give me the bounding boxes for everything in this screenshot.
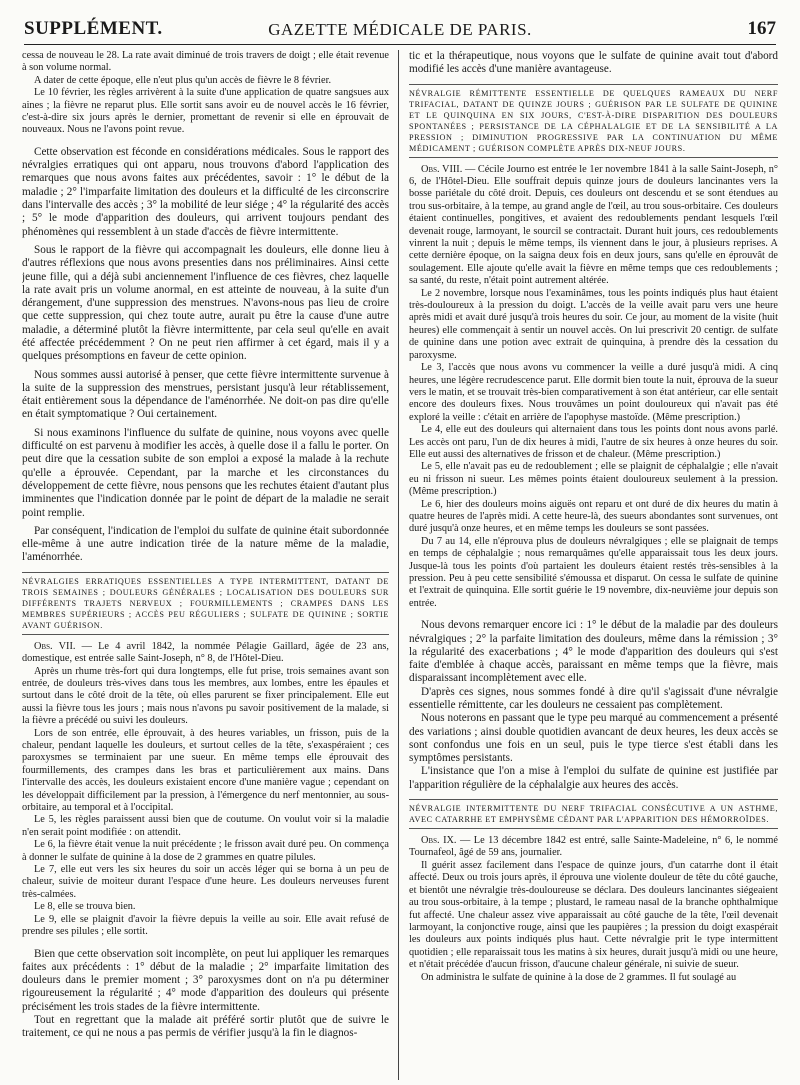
page-number: 167 xyxy=(747,18,776,39)
observation-text: — Le 13 décembre 1842 est entré, salle Sainte-Madeleine, n° 6, le nommé Tournafeol, âgé de 59 ans, journalier. xyxy=(409,835,778,859)
paragraph: Le 5, elle n'avait pas eu de redoublement ; elle se plaignit de céphalalgie ; elle n'avait eu ni frisson ni sueur. Les mêmes points étaient douloureux seulement à la pression. (Même prescription.) xyxy=(409,461,778,498)
supplement-label: SUPPLÉMENT. xyxy=(24,18,163,39)
paragraph: Du 7 au 14, elle n'éprouva plus de douleurs névralgiques ; elle se plaignait de temps en temps de céphalalgie ; nous remarquâmes qu'elle apparaissait tous les deux jours. Jusque-là tous les points d'où partaient les douleurs étaient restés très-sensibles à la pression. Peu à peu cette sensibilité s'émoussa et disparut. On cessa le sulfate de quinine et l'extrait de quinquina. Elle sortit guérie le 19 novembre, dix-neuvième jour depuis son entrée. xyxy=(409,535,778,609)
observation-text: — Le 4 avril 1842, la nommée Pélagie Gaillard, âgée de 23 ans, domestique, est entrée salle Saint-Joseph, n° 8, de l'Hôtel-Dieu. xyxy=(22,640,389,665)
paragraph: D'après ces signes, nous sommes fondé à dire qu'il s'agissait d'une névralgie essentielle rémittente, car les douleurs ne cessaient pas complètement. xyxy=(409,685,778,711)
paragraph: L'insistance que l'on a mise à l'emploi du sulfate de quinine est justifiée par l'apparition régulière de la céphalalgie aux heures des accès. xyxy=(409,765,778,791)
observation-heading xyxy=(409,835,778,860)
observation-label: Obs. IX. xyxy=(421,835,457,847)
paragraph: cessa de nouveau le 28. La rate avait diminué de trois travers de doigt ; elle était revenue à son volume normal. xyxy=(22,50,389,74)
paragraph: Si nous examinons l'influence du sulfate de quinine, nous voyons avec quelle difficulté on est parvenu à modifier les accès, à quelle dose il a fallu le porter. On peut dire que la cessation subite de son emploi a exposé la malade à la rechute qu'elle a éprouvée. Cependant, par la marche et les circonstances du développement de cette fièvre, nous pensons que les rechutes étaient d'autant plus imminentes que l'indication donnée par le point de départ de la maladie ne serait point remplie. xyxy=(22,426,389,519)
column-divider xyxy=(398,50,399,1080)
paragraph: Il guérit assez facilement dans l'espace de quinze jours, d'un catarrhe dont il était affecté. Deux ou trois jours après, il éprouva une violente douleur de tête du côté gauche, et bientôt une névralgie très-douloureuse se déclara. Des douleurs lancinantes siégeaient au trou sous-orbitaire, à la tempe ; plustard, le rameau nasal de la branche ophthalmique fut affecté. Une chaleur assez vive apparaissait au côté gauche de la tête, l'œil devenait larmoyant, la conjonctive rouge, ainsi que les paupières ; la pression du doigt exaspérait les douleurs aux points indiqués plus haut. Cette névralgie prit le type intermittent quotidien ; elle reparaissait tous les matins à six heures, durait jusqu'à midi ou une heure, et n'était précédée d'aucun frisson, d'aucune chaleur générale, ni suivie de sueur. xyxy=(409,859,778,971)
observation-label: Obs. VIII. xyxy=(421,163,463,175)
page-header xyxy=(24,18,776,45)
paragraph: Le 10 février, les règles arrivèrent à la suite d'une application de quatre sangsues aux aines ; la fièvre ne reparut plus. Elle sortit sans avoir eu de nouvel accès le 16 février, c'est-à-dire six jours après le dernier, promettant de revenir si elle en éprouvait de nouveaux. Nous ne l'avons point revue. xyxy=(22,87,389,136)
paragraph: Bien que cette observation soit incomplète, on peut lui appliquer les remarques faites aux précédents : 1° début de la maladie ; 2° imparfaite limitation des douleurs dans le premier moment ; 3° paroxysmes dont on n'a pu déterminer rigoureusement la régularité ; 4° mode d'apparition des douleurs qui présente précisément les trois stades de la fièvre intermittente. xyxy=(22,947,389,1013)
journal-title: GAZETTE MÉDICALE DE PARIS. xyxy=(268,20,532,39)
observation-text: — Cécile Journo est entrée le 1er novembre 1841 à la salle Saint-Joseph, n° 6, de l'Hôtel-Dieu. Elle souffrait depuis quinze jours de douleurs lancinantes vers la bosse pariétale du côté droit. Depuis, ces douleurs ont descendu et se sont étendues au trou sus-orbitaire, à la tempe, au grand angle de l'œil, au trou sous-orbitaire. Ces douleurs étaient continuelles, pongitives, et avaient des redoublements pendant lesquels l'œil devenait rouge, larmoyant, le sourcil se contractait. Durant huit jours, ces redoublements vinrent la nuit ; depuis le même temps, ils viennent dans le jour, à plusieurs reprises. A cette dernière époque, on la saigna deux fois en deux jours, sans qu'elle en éprouvât de soulagement. Elle ajoute qu'elle avait la fièvre en même temps que ces redoublements ; sa santé, du reste, n'était point autrement altérée. xyxy=(409,163,778,287)
paragraph: Le 7, elle eut vers les six heures du soir un accès léger qui se borna à un peu de chaleur, suivie de moiteur durant l'espace d'une heure. Les douleurs nerveuses furent très-calmées. xyxy=(22,864,389,900)
paragraph: Par conséquent, l'indication de l'emploi du sulfate de quinine était subordonnée elle-même à une autre indication tirée de la nature même de la maladie, l'aménorrhée. xyxy=(22,524,389,564)
paragraph: Le 8, elle se trouva bien. xyxy=(34,901,136,913)
paragraph: Nous devons remarquer encore ici : 1° le début de la maladie par des douleurs névralgiques ; 2° la parfaite limitation des douleurs, même dans la rémission ; 3° la régularité des exacerbations ; 4° le mode d'apparition des douleurs qui s'est faite d'emblée à chaque accès, paraissant en même temps que la fièvre, mais disparaissant incomplètement avec elle. xyxy=(409,619,778,685)
paragraph: Nous sommes aussi autorisé à penser, que cette fièvre intermittente survenue à la suite de la suppression des menstrues, persistant jusqu'à leur rétablissement, était entièrement sous la dépendance de l'aménorrhée. Ne doit-on pas dire qu'elle en était symptomatique ? Oui certainement. xyxy=(22,368,389,421)
observation-label: Obs. VII. xyxy=(34,640,76,652)
paragraph: Le 6, hier des douleurs moins aiguës ont reparu et ont duré de dix heures du matin à quatre heures de l'après midi. A cette heure-là, des sueurs abondantes sont survenues, ont duré jusqu'à onze heures, et en même temps les douleurs se sont passées. xyxy=(409,498,778,535)
paragraph: Après un rhume très-fort qui dura longtemps, elle fut prise, trois semaines avant son entrée, de douleurs très-vives dans tous les membres, aux lombes, entre les épaules et surtout dans le côté droit de la tête, où elles parurent se fixer principalement. Elle eut aussi la fièvre tous les jours ; mais nous n'avons pu savoir positivement de la malade, si la fièvre a précédé ou suivi les douleurs. xyxy=(22,665,389,727)
section-title: NÉVRALGIES ERRATIQUES ESSENTIELLES A TYPE INTERMITTENT, DATANT DE TROIS SEMAINES ; DOULEURS GÉNÉRALES ; LOCALISATION DES DOULEURS SUR DIFFÉRENTS TRAJETS NERVEUX ; FOURMILLEMENTS ; CRAMPES DANS LES MEMBRES SUPÉRIEURS ; ACCÈS PEU RÉGULIERS ; SULFATE DE QUININE ; SORTIE AVANT GUÉRISON. xyxy=(22,572,389,635)
paragraph: Le 5, les règles paraissent aussi bien que de coutume. On voulut voir si la maladie n'en serait point modifiée : on attendit. xyxy=(22,814,389,838)
paragraph: Le 9, elle se plaignit d'avoir la fièvre depuis la veille au soir. Elle avait refusé de prendre ses pilules ; elle sortit. xyxy=(22,913,389,938)
paragraph: Le 3, l'accès que nous avons vu commencer la veille a duré jusqu'à midi. A cinq heures, une légère recrudescence parut. Elle dormit bien toute la nuit, éprouva de la sueur vers le matin, et se trouvait très-bien comparativement à son état antérieur, car elle sentait encore des douleurs fixes. Nous trouvâmes un point douloureux qui n'avait pas été exploré la veille : c'était en arrière de l'apophyse mastoïde. (Même prescription.) xyxy=(409,362,778,423)
section-title: NÉVRALGIE RÉMITTENTE ESSENTIELLE DE QUELQUES RAMEAUX DU NERF TRIFACIAL, DATANT DE QUINZE JOURS ; GUÉRISON PAR LE SULFATE DE QUININE ET LE QUINQUINA EN SIX JOURS, C'EST-À-DIRE DISPARITION DES DOULEURS SPONTANÉES ; PERSISTANCE DE LA CÉPHALALGIE ET DE LA SENSIBILITÉ A LA PRESSION ; DIMINUTION PROGRESSIVE PAR LA CONTINUATION DU MÊME MÉDICAMENT ; GUÉRISON COMPLÈTE APRÈS DIX-NEUF JOURS. xyxy=(409,84,778,158)
paragraph: On administra le sulfate de quinine à la dose de 2 grammes. Il fut soulagé au xyxy=(421,971,737,983)
left-column xyxy=(22,50,389,1080)
paragraph: Le 2 novembre, lorsque nous l'examinâmes, tous les points indiqués plus haut étaient très-douloureux à la pression du doigt. L'accès de la veille avait paru vers une heure après midi et avait duré jusqu'à trois heures du soir. Ce jour, au moment de la visite (huit heures) elle commençait à sentir un nouvel accès. On lui prescrivit 20 centigr. de sulfate de quinine dans une potion avec extrait de quinquina, à prendre dès la cessation du paroxysme. xyxy=(409,287,778,361)
right-column xyxy=(409,50,778,1080)
section-title: NÉVRALGIE INTERMITTENTE DU NERF TRIFACIAL CONSÉCUTIVE A UN ASTHME, AVEC CATARRHE ET EMPHYSÈME CÉDANT PAR L'APPARITION DES HÉMORROÏDES. xyxy=(409,799,778,829)
paragraph: Le 4, elle eut des douleurs qui alternaient dans tous les points dont nous avons parlé. Les accès ont paru, l'un de dix heures à midi, l'autre de six heures à onze heures du soir. Elle eut aussi des alternatives de frisson et de chaleur. (Même prescription.) xyxy=(409,424,778,460)
paragraph: A dater de cette époque, elle n'eut plus qu'un accès de fièvre le 8 février. xyxy=(34,74,332,86)
paragraph: Nous noterons en passant que le type peu marqué au commencement a présenté des variations ; ainsi double quotidien avancant de deux heures, les deux accès se sont confondus une fois en un seul, puis le type tierce s'est établi dans les symptômes persistants. xyxy=(409,712,778,765)
observation-heading xyxy=(22,641,389,666)
observation-heading xyxy=(409,164,778,288)
paragraph: Lors de son entrée, elle éprouvait, à des heures variables, un frisson, puis de la chaleur, pendant laquelle les douleurs, et surtout celles de la tête, s'exaspéraient ; ces paroxysmes se terminaient par une sueur. En même temps elle éprouvait des fourmillements, des crampes dans les bras et particulièrement aux mains. Dans l'intervalle des accès, les douleurs existaient encore d'une manière vague ; cependant on les développait difficilement par la pression, à l'émergence du nerf mentonnier, au sous-orbitaire, au temporal et à l'occipital. xyxy=(22,727,389,814)
paragraph: Tout en regrettant que la malade ait préféré sortir plutôt que de suivre le traitement, ce qui ne nous a pas permis de vérifier jusqu'à la fin le diagnos- xyxy=(22,1013,389,1040)
paragraph: Le 6, la fièvre était venue la nuit précédente ; le frisson avait duré peu. On commença à donner le sulfate de quinine à la dose de 2 grammes en quatre pilules. xyxy=(22,839,389,863)
paragraph: Cette observation est féconde en considérations médicales. Sous le rapport des névralgies erratiques qui ont apparu, nous trouvons d'abord l'application des remarques que nous avons faites aux précédentes, savoir : 1° le début de la maladie ; 2° l'imparfaite limitation des douleurs et la difficulté de les circonscrire dans l'intervalle des accès ; 3° la mobilité de leur siége ; 4° la régularité des accès ; 5° le mode d'apparition des douleurs, qui arrivent toujours pendant des phénomènes qui ressemblent à un stade d'accès de fièvre intermittente. xyxy=(22,145,389,238)
paragraph: Sous le rapport de la fièvre qui accompagnait les douleurs, elle donne lieu à d'autres réflexions que nous avons presenties dans nos préliminaires. Ainsi cette jeune fille, qui a déjà subi anciennement l'influence de ces fièvres, chez laquelle la rate avait pris un volume anormal, en est atteinte de nouveau, à la suite d'un dérangement, d'une suppression des menstrues. N'avons-nous pas lieu de croire que cette suppression, qui chez toute autre, aurait pu être la cause d'une autre maladie, a déterminé plutôt la fièvre intermittente, par cela seul qu'elle en avait été affectée précédemment ? On ne peut rien affirmer à cet égard, mais il y a quelques présomptions en faveur de cette opinion. xyxy=(22,243,389,363)
paragraph: tic et la thérapeutique, nous voyons que le sulfate de quinine avait tout d'abord modifié les accès d'une manière avantageuse. xyxy=(409,50,778,76)
